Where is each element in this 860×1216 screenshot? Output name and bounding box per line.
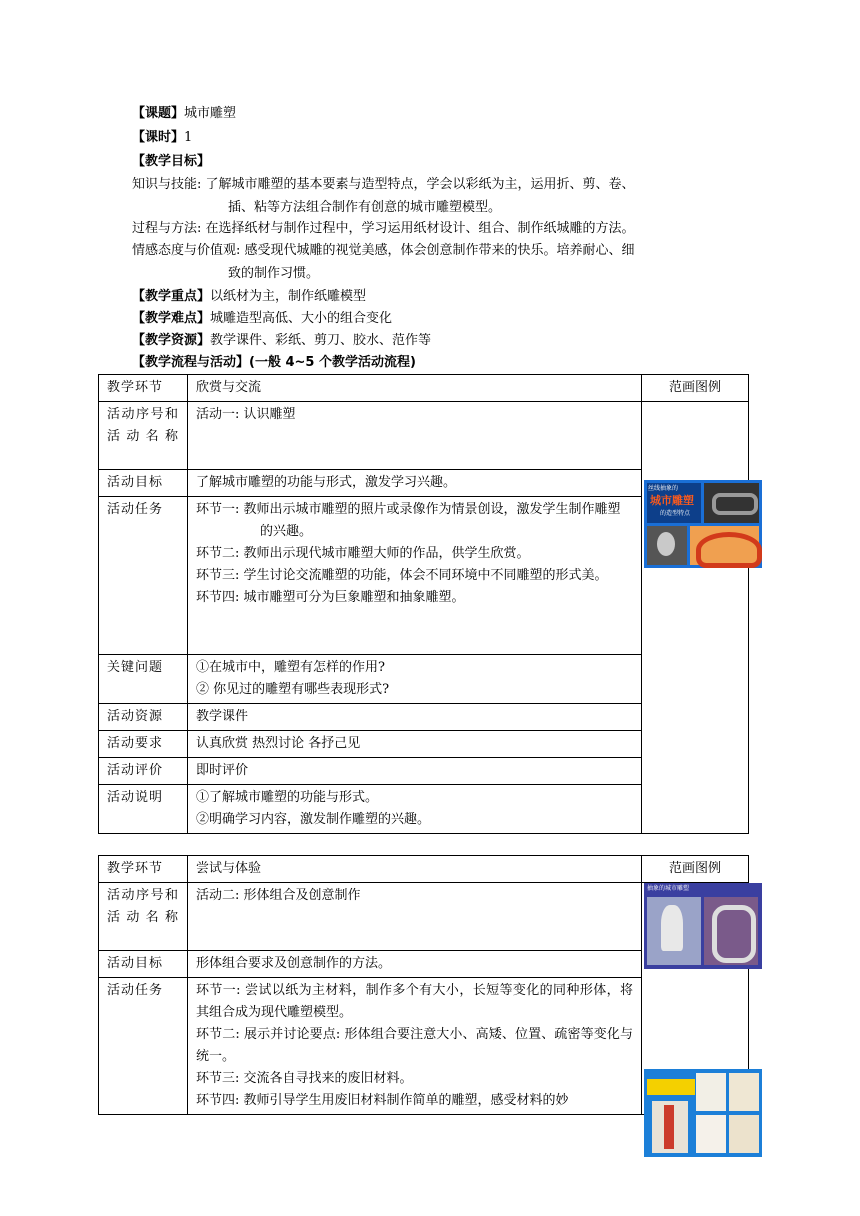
example-image-cell [642, 883, 749, 1115]
goal-knowledge-cont: 插、粘等方法组合制作有创意的城市雕塑模型。 [228, 200, 502, 215]
cell-value: 活动一: 认识雕塑 [188, 402, 642, 470]
cell-value: 了解城市雕塑的功能与形式，激发学习兴趣。 [188, 470, 642, 497]
cell-label: 活动序号和活动名称 [99, 883, 188, 951]
example-header: 范画图例 [642, 856, 749, 883]
example-image-cell [642, 402, 749, 834]
period-line [132, 128, 192, 148]
flow-line [132, 353, 416, 373]
example-image-text-2: 的造型特点 [660, 510, 691, 517]
key-label: 【教学重点】 [132, 289, 211, 304]
resources-label: 【教学资源】 [132, 333, 211, 348]
cell-label: 教学环节 [99, 856, 188, 883]
cell-label: 关键问题 [99, 655, 188, 704]
goal-emotion-cont: 致的制作习惯。 [228, 266, 320, 281]
topic-label: 【课题】 [132, 106, 185, 121]
cell-label: 活动序号和活动名称 [99, 402, 188, 470]
cell-value: 欣赏与交流 [188, 375, 642, 402]
flow-note: (一般 4~5 个教学活动流程) [249, 355, 416, 370]
cell-label: 活动要求 [99, 731, 188, 758]
example-header: 范画图例 [642, 375, 749, 402]
cell-value: 活动二: 形体组合及创意制作 [188, 883, 642, 951]
example-image-2 [644, 883, 762, 969]
difficulty-value: 城雕造型高低、大小的组合变化 [210, 311, 393, 326]
question-2: ② 你见过的雕塑有哪些表现形式? [196, 682, 390, 697]
cell-label: 活动评价 [99, 758, 188, 785]
example-image-text-1: 丝线抽象的 [648, 485, 679, 492]
goal-process: 过程与方法: 在选择纸材与制作过程中，学习运用纸材设计、组合、制作纸城雕的方法。 [132, 221, 635, 236]
example-image-3 [644, 1069, 762, 1157]
question-1: ①在城市中，雕塑有怎样的作用? [196, 660, 385, 675]
task-item: 环节一: 尝试以纸为主材料，制作多个有大小，长短等变化的同种形体，将其组合成为现代雕塑模型。 [196, 983, 633, 1020]
cell-label: 活动目标 [99, 951, 188, 978]
goal-emotion: 情感态度与价值观: 感受现代城雕的视觉美感，体会创意制作带来的快乐。培养耐心、细 [132, 243, 635, 258]
cell-value: 认真欣赏 热烈讨论 各抒己见 [188, 731, 642, 758]
key-questions [188, 655, 642, 704]
task-item: 环节四: 教师引导学生用废旧材料制作简单的雕塑，感受材料的妙 [196, 1093, 569, 1108]
task-list [188, 978, 642, 1115]
difficulty-label: 【教学难点】 [132, 311, 211, 326]
topic-value: 城市雕塑 [184, 106, 237, 121]
key-value: 以纸材为主，制作纸雕模型 [210, 289, 367, 304]
task-item: 环节三: 交流各自寻找来的废旧材料。 [196, 1071, 413, 1086]
goals-label: 【教学目标】 [132, 154, 211, 169]
note-1: ①了解城市雕塑的功能与形式。 [196, 790, 379, 805]
task-list [188, 497, 642, 655]
topic-line [132, 104, 236, 124]
cell-label: 活动任务 [99, 497, 188, 655]
goal-knowledge: 知识与技能: 了解城市雕塑的基本要素与造型特点，学会以彩纸为主，运用折、剪、卷、 [132, 177, 635, 192]
note-2: ②明确学习内容，激发制作雕塑的兴趣。 [196, 812, 431, 827]
example-image-1 [644, 480, 762, 568]
period-value: 1 [184, 130, 193, 145]
task-item: 环节二: 展示并讨论要点: 形体组合要注意大小、高矮、位置、疏密等变化与统一。 [196, 1027, 633, 1064]
resources-line [132, 331, 431, 351]
task-item: 环节四: 城市雕塑可分为巨象雕塑和抽象雕塑。 [196, 590, 465, 605]
cell-label: 活动说明 [99, 785, 188, 834]
key-line [132, 287, 366, 307]
cell-label: 活动资源 [99, 704, 188, 731]
activity-table-1 [98, 374, 749, 834]
period-label: 【课时】 [132, 130, 185, 145]
difficulty-line [132, 309, 392, 329]
cell-label: 活动任务 [99, 978, 188, 1115]
cell-label: 活动目标 [99, 470, 188, 497]
example-image-text-3: 抽象的城市雕塑 [647, 885, 690, 892]
task-item: 环节三: 学生讨论交流雕塑的功能，体会不同环境中不同雕塑的形式美。 [196, 568, 608, 583]
activity-notes [188, 785, 642, 834]
activity-table-2 [98, 855, 749, 1115]
resources-value: 教学课件、彩纸、剪刀、胶水、范作等 [210, 333, 432, 348]
cell-value: 尝试与体验 [188, 856, 642, 883]
cell-value: 即时评价 [188, 758, 642, 785]
example-image-title-1: 城市雕塑 [650, 494, 694, 507]
cell-label: 教学环节 [99, 375, 188, 402]
cell-value: 教学课件 [188, 704, 642, 731]
goals-line [132, 152, 210, 172]
flow-label: 【教学流程与活动】 [132, 355, 250, 370]
cell-value: 形体组合要求及创意制作的方法。 [188, 951, 642, 978]
task-item: 环节二: 教师出示现代城市雕塑大师的作品，供学生欣赏。 [196, 546, 530, 561]
task-item: 环节一: 教师出示城市雕塑的照片或录像作为情景创设，激发学生制作雕塑的兴趣。 [196, 502, 621, 539]
